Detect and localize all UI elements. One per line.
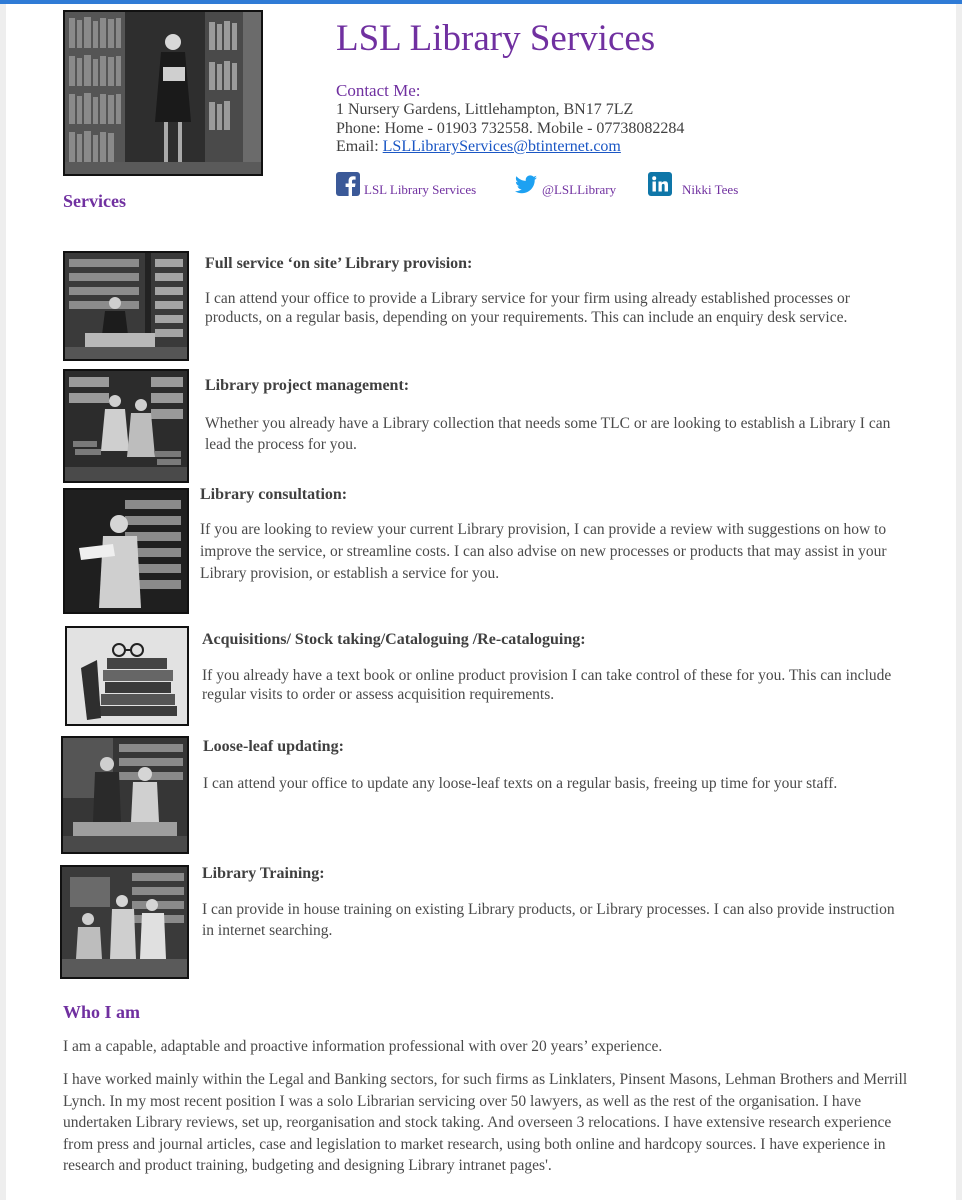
contact-address: 1 Nursery Gardens, Littlehampton, BN17 7LZ (336, 101, 634, 118)
service-description: I can attend your office to provide a Library service for your firm using already established processes or products, on a regular basis, depending on your requirements. This can include an enquiry desk service. (205, 290, 850, 326)
service-title: Library consultation: (200, 486, 348, 503)
service-photo-onsite (63, 251, 189, 361)
header-photo (63, 10, 263, 176)
facebook-label: LSL Library Services (364, 182, 477, 197)
service-photo-looseleaf (61, 736, 189, 854)
social-twitter-link[interactable] (514, 174, 616, 200)
page-title: LSL Library Services (336, 18, 656, 59)
services-heading: Services (63, 191, 126, 211)
email-label: Email: (336, 138, 383, 155)
service-photo-consultation (63, 488, 189, 614)
service-title: Acquisitions/ Stock taking/Cataloguing /Re-cataloguing: (202, 631, 586, 648)
linkedin-label: Nikki Tees (682, 182, 739, 197)
linkedin-icon (648, 172, 672, 200)
service-description: I can attend your office to update any loose-leaf texts on a regular basis, freeing up time for your staff. (203, 775, 838, 792)
who-heading: Who I am (63, 1002, 141, 1022)
service-photo-acquisitions (65, 626, 189, 726)
contact-email-line (336, 138, 621, 156)
twitter-label: @LSLLibrary (542, 182, 617, 197)
service-description: Whether you already have a Library collection that needs some TLC or are looking to establish a Library I can lead the process for you. (205, 415, 891, 453)
who-paragraph-2: I have worked mainly within the Legal and Banking sectors, for such firms as Linklaters, Pinsent Masons, Lehman Brothers and Merrill Lynch. In my most recent position I was a solo Librarian servicing over 50 lawyers, as well as the rest of the organisation. I have undertaken Library reviews, set up, reorganisation and stock taking. And overseen 3 relocations. I have extensive research experience from press and journal articles, case and legislation to market research, using both online and hardcopy sources. I have experience in research and product training, budgeting and designing Library intranet pages'. (63, 1071, 908, 1174)
service-description: I can provide in house training on existing Library products, or Library processes. I can also provide instruction in internet searching. (202, 901, 895, 939)
twitter-icon (514, 174, 538, 200)
who-paragraph-1: I am a capable, adaptable and proactive information professional with over 20 years’ experience. (63, 1038, 663, 1055)
social-linkedin-link[interactable] (648, 174, 738, 200)
facebook-icon (336, 172, 360, 200)
service-title: Loose-leaf updating: (203, 738, 344, 755)
service-description: If you are looking to review your current Library provision, I can provide a review with suggestions on how to improve the service, or streamline costs. I can also advise on new processes or products that may assist in your Library provision, or establish a service for you. (200, 521, 887, 582)
email-link[interactable]: LSLLibraryServices@btinternet.com (382, 138, 621, 155)
service-photo-training (60, 865, 189, 979)
document-page (6, 4, 956, 1200)
service-title: Full service ‘on site’ Library provision: (205, 255, 473, 272)
service-description: If you already have a text book or online product provision I can take control of these for you. This can include regular visits to order or assess acquisition requirements. (202, 667, 892, 703)
contact-phone: Phone: Home - 01903 732558. Mobile - 07738082284 (336, 120, 685, 137)
social-facebook-link[interactable] (336, 174, 476, 200)
service-photo-project (63, 369, 189, 483)
service-title: Library Training: (202, 865, 325, 882)
contact-heading: Contact Me: (336, 81, 421, 100)
service-title: Library project management: (205, 377, 410, 394)
